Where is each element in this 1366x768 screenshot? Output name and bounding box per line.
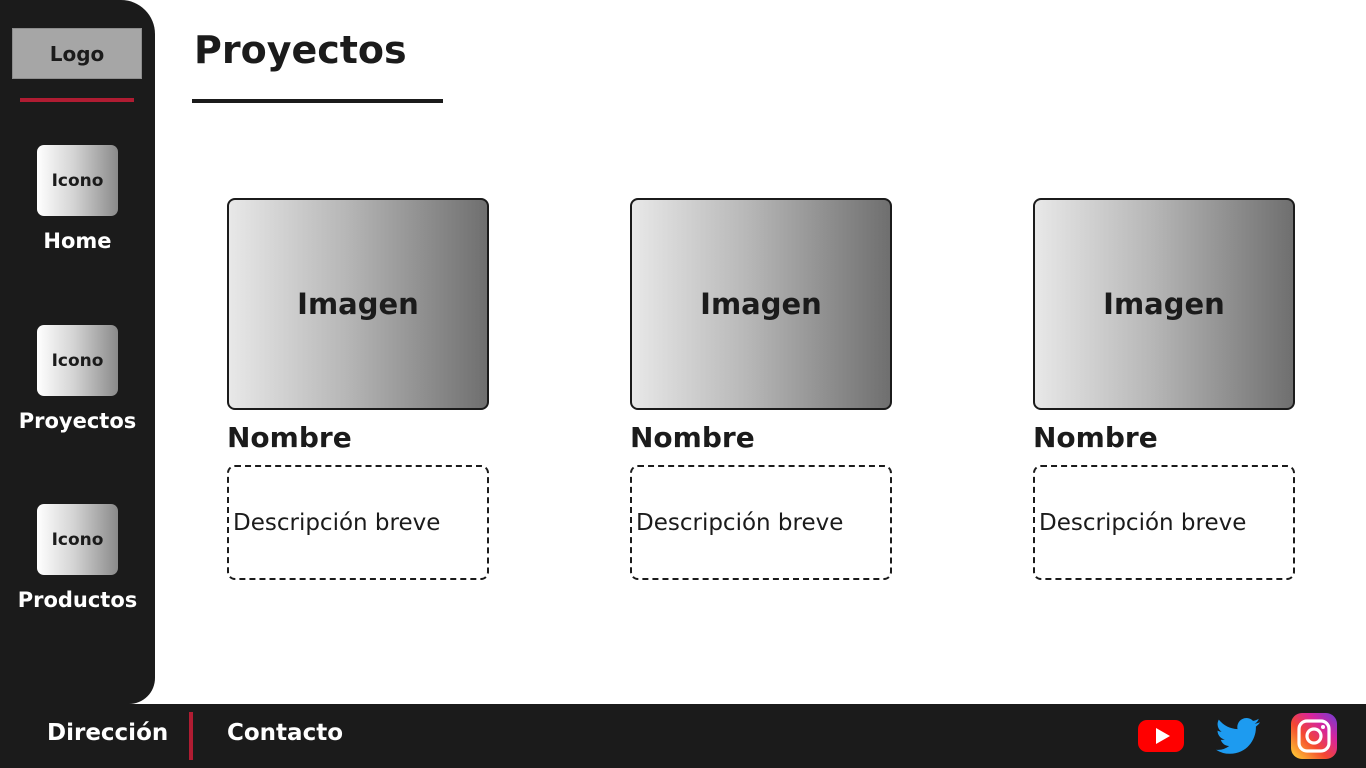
youtube-icon[interactable] xyxy=(1137,712,1185,760)
footer-divider xyxy=(189,712,193,760)
project-name: Nombre xyxy=(227,421,352,454)
footer xyxy=(0,704,1366,768)
sidebar-item-productos[interactable] xyxy=(0,504,155,612)
contact-link[interactable]: Contacto xyxy=(227,720,343,746)
project-image[interactable]: Imagen xyxy=(630,198,892,410)
sidebar-item-proyectos[interactable] xyxy=(0,325,155,433)
sidebar-item-home[interactable] xyxy=(0,145,155,253)
logo-divider xyxy=(20,98,134,102)
project-card[interactable] xyxy=(630,198,892,580)
projects-icon: Icono xyxy=(37,325,118,396)
project-card[interactable] xyxy=(1033,198,1295,580)
logo[interactable]: Logo xyxy=(12,28,142,79)
project-card[interactable] xyxy=(227,198,489,580)
sidebar-item-label: Productos xyxy=(17,588,138,612)
sidebar xyxy=(0,0,155,704)
project-name: Nombre xyxy=(630,421,755,454)
project-name: Nombre xyxy=(1033,421,1158,454)
project-description: Descripción breve xyxy=(1033,465,1295,580)
address-link[interactable]: Dirección xyxy=(47,720,169,746)
sidebar-item-label: Home xyxy=(43,229,112,253)
project-description: Descripción breve xyxy=(227,465,489,580)
products-icon: Icono xyxy=(37,504,118,575)
project-image[interactable]: Imagen xyxy=(227,198,489,410)
sidebar-item-label: Proyectos xyxy=(18,409,137,433)
project-description: Descripción breve xyxy=(630,465,892,580)
title-underline xyxy=(192,99,443,103)
home-icon: Icono xyxy=(37,145,118,216)
instagram-icon[interactable] xyxy=(1290,712,1338,760)
page-title: Proyectos xyxy=(194,28,407,72)
twitter-icon[interactable] xyxy=(1214,712,1262,760)
project-image[interactable]: Imagen xyxy=(1033,198,1295,410)
